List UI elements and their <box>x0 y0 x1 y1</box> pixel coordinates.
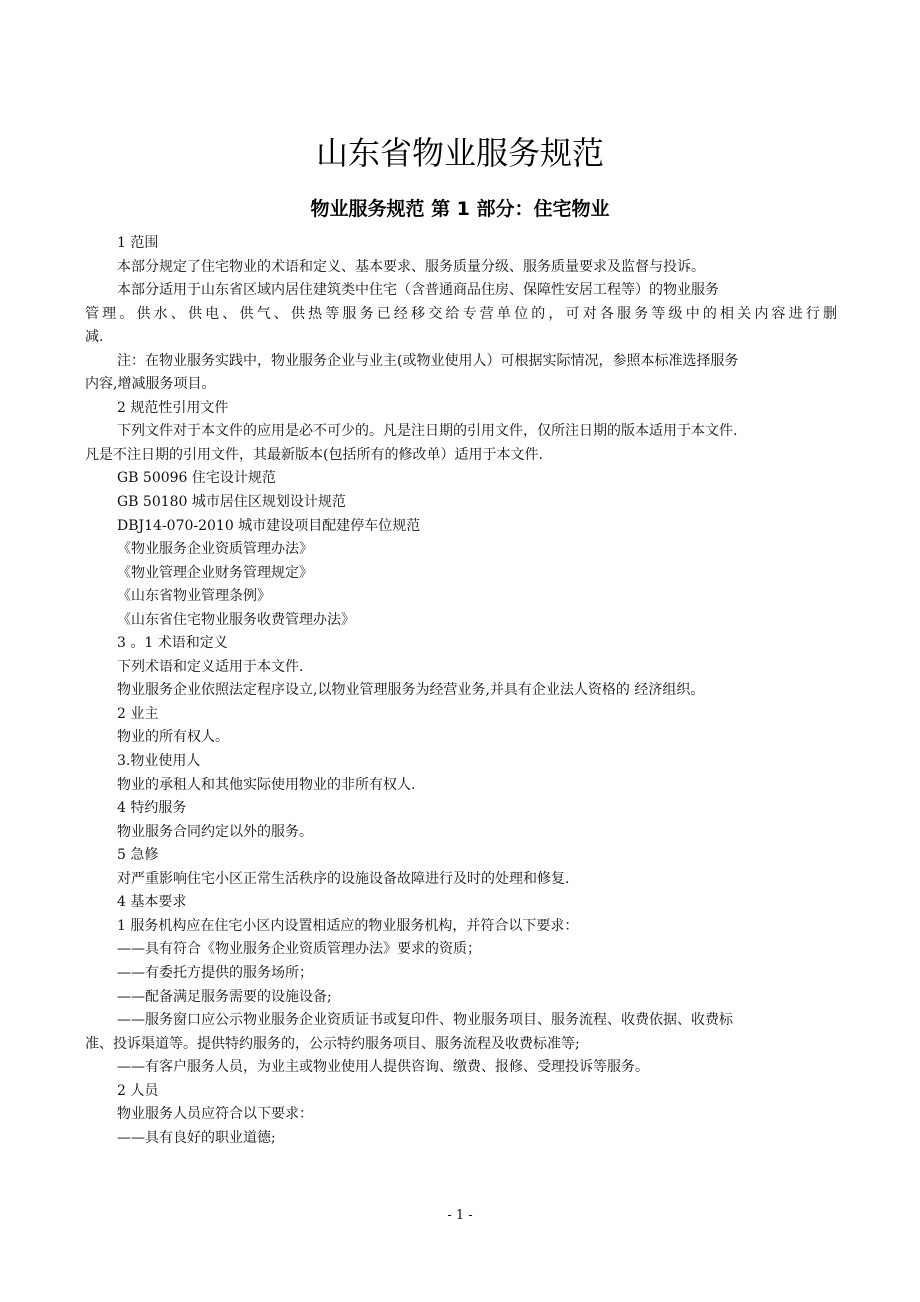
reference-item: 《山东省住宅物业服务收费管理办法》 <box>117 611 355 628</box>
list-item: 准、投诉渠道等。提供特约服务的，公示特约服务项目、服务流程及收费标准等; <box>85 1035 580 1052</box>
term-heading: 4 特约服务 <box>117 800 187 817</box>
reference-item: 《物业管理企业财务管理规定》 <box>117 564 313 581</box>
paragraph-line: 物业的所有权人。 <box>117 729 229 746</box>
paragraph-line: 物业的承租人和其他实际使用物业的非所有权人. <box>117 776 416 793</box>
page-number: - 1 - <box>447 1208 473 1223</box>
term-heading: 2 业主 <box>117 705 159 722</box>
reference-item: 《物业服务企业资质管理办法》 <box>117 541 313 558</box>
term-heading: 2 人员 <box>117 1082 159 1099</box>
document-body <box>85 232 837 1150</box>
document-subtitle: 物业服务规范 第 1 部分：住宅物业 <box>310 198 610 220</box>
paragraph-line: 物业服务合同约定以外的服务。 <box>117 823 313 840</box>
paragraph-line: 1 服务机构应在住宅小区内设置相适应的物业服务机构，并符合以下要求： <box>117 917 579 934</box>
note-line: 内容,增减服务项目。 <box>85 376 216 393</box>
paragraph-line: 物业服务企业依照法定程序设立,以物业管理服务为经营业务,并具有企业法人资格的 经济组织。 <box>117 682 705 699</box>
paragraph-line: 减. <box>85 329 104 346</box>
paragraph-line: 管理。供水、供电、供气、供热等服务已经移交给专营单位的，可对各服务等级中的相关内容进行删 <box>85 305 837 322</box>
list-item: ——服务窗口应公示物业服务企业资质证书或复印件、物业服务项目、服务流程、收费依据、收费标 <box>117 1012 733 1029</box>
list-item: ——具有符合《物业服务企业资质管理办法》要求的资质； <box>117 941 481 958</box>
term-heading: 5 急修 <box>117 847 159 864</box>
list-item: ——有客户服务人员，为业主或物业使用人提供咨询、缴费、报修、受理投诉等服务。 <box>117 1059 649 1076</box>
reference-item: GB 50180 城市居住区规划设计规范 <box>117 494 346 511</box>
paragraph-line: 物业服务人员应符合以下要求： <box>117 1106 313 1123</box>
section-heading-references: 2 规范性引用文件 <box>117 399 229 416</box>
reference-item: 《山东省物业管理条例》 <box>117 588 271 605</box>
section-heading-requirements: 4 基本要求 <box>117 894 187 911</box>
reference-item: GB 50096 住宅设计规范 <box>117 470 276 487</box>
paragraph-line: 本部分适用于山东省区域内居住建筑类中住宅（含普通商品住房、保障性安居工程等）的物业服务 <box>117 282 719 299</box>
paragraph-line: 凡是不注日期的引用文件，其最新版本(包括所有的修改单）适用于本文件. <box>85 446 543 463</box>
list-item: ——有委托方提供的服务场所； <box>117 964 313 981</box>
list-item: ——配备满足服务需要的设施设备; <box>117 988 332 1005</box>
term-heading: 3.物业使用人 <box>117 753 201 770</box>
section-heading-terms: 3 。1 术语和定义 <box>117 635 228 652</box>
paragraph-line: 下列文件对于本文件的应用是必不可少的。凡是注日期的引用文件，仅所注日期的版本适用于本文件. <box>117 423 738 440</box>
paragraph-line: 下列术语和定义适用于本文件. <box>117 658 304 675</box>
paragraph-line: 对严重影响住宅小区正常生活秩序的设施设备故障进行及时的处理和修复. <box>117 870 570 887</box>
reference-item: DBJ14-070-2010 城市建设项目配建停车位规范 <box>117 517 421 534</box>
section-heading-scope: 1 范围 <box>117 235 159 251</box>
list-item: ——具有良好的职业道德; <box>117 1129 276 1146</box>
note-line: 注：在物业服务实践中，物业服务企业与业主(或物业使用人）可根据实际情况，参照本标准选择服务 <box>117 352 739 369</box>
document-title: 山东省物业服务规范 <box>315 134 604 172</box>
paragraph-line: 本部分规定了住宅物业的术语和定义、基本要求、服务质量分级、服务质量要求及监督与投诉。 <box>117 258 705 275</box>
